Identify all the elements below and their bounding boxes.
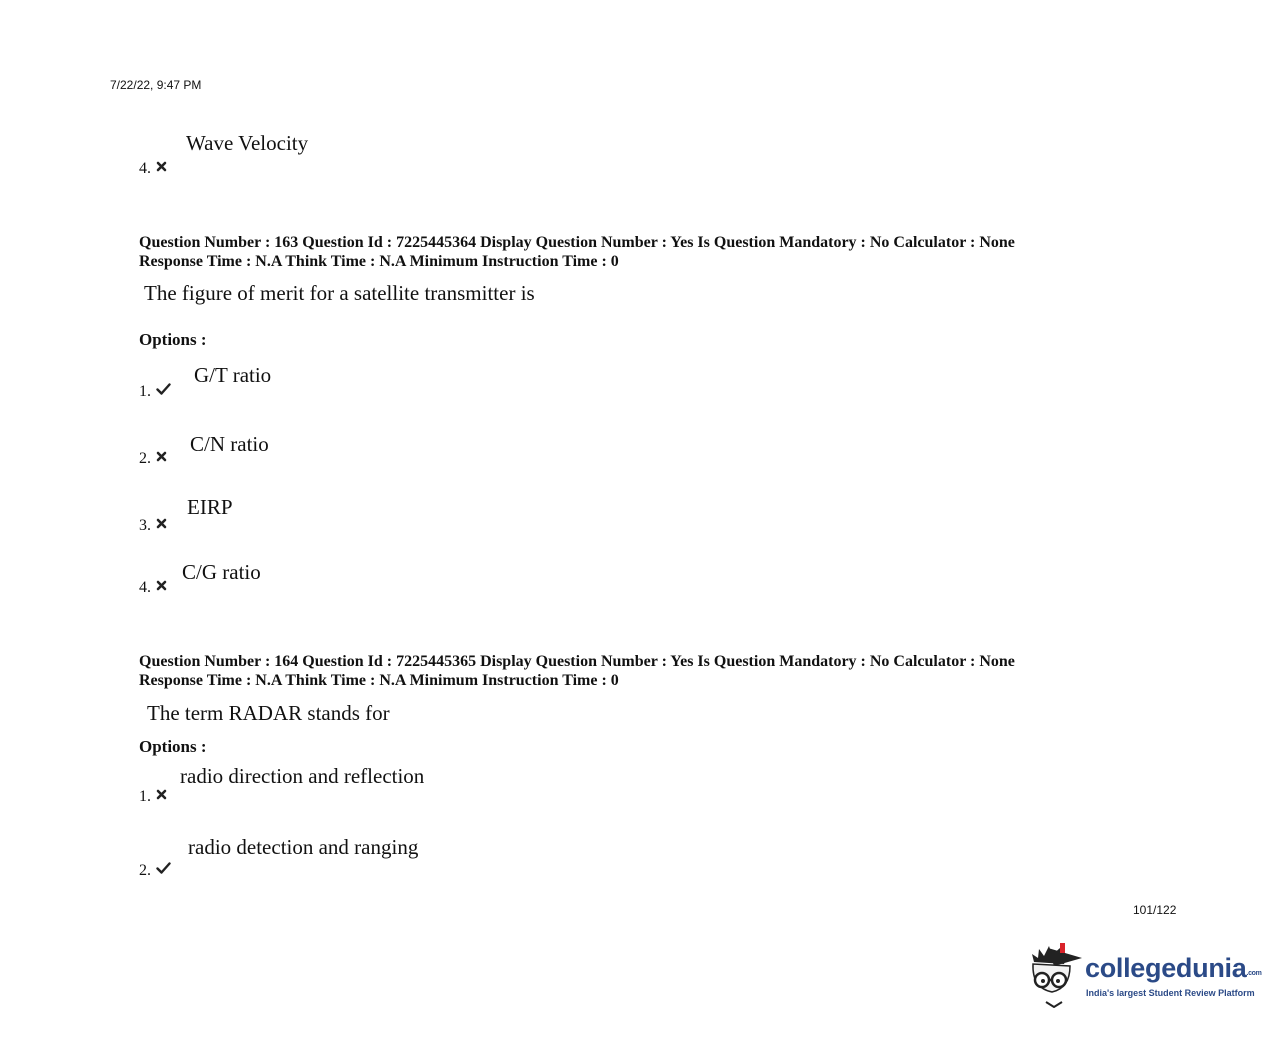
option-number: 1. [139, 382, 171, 401]
options-label: Options : [139, 737, 207, 756]
option-text: EIRP [187, 495, 233, 519]
cross-icon [156, 159, 167, 177]
option-text: radio direction and reflection [180, 764, 425, 788]
option-number: 2. [139, 861, 171, 880]
cross-icon [156, 787, 167, 805]
question-meta: Question Number : 163 Question Id : 7225445364 Display Question Number : Yes Is Question Mandatory : No Calculator : None Response Time : N.A Think Time : N.A Minimum Instruction Time : 0 [139, 234, 1015, 270]
check-icon [156, 382, 171, 400]
cross-icon [156, 516, 167, 534]
option-text: G/T ratio [194, 363, 272, 387]
option-number: 4. [139, 578, 167, 597]
brand-logo [1024, 940, 1084, 1008]
page-number: 101/122 [1133, 903, 1177, 917]
mascot-icon [1024, 940, 1084, 1008]
option-number: 4. [139, 159, 167, 178]
option-number: 1. [139, 787, 167, 806]
print-timestamp: 7/22/22, 9:47 PM [110, 78, 202, 92]
cross-icon [156, 578, 167, 596]
option-number: 3. [139, 516, 167, 535]
option-text: radio detection and ranging [188, 835, 419, 859]
question-meta: Question Number : 164 Question Id : 7225445365 Display Question Number : Yes Is Question Mandatory : No Calculator : None Response Time : N.A Think Time : N.A Minimum Instruction Time : 0 [139, 653, 1015, 689]
cross-icon [156, 449, 167, 467]
brand-tagline: India's largest Student Review Platform [1086, 988, 1255, 998]
option-text: C/G ratio [182, 560, 261, 584]
brand-name: collegedunia.com [1085, 953, 1262, 983]
check-icon [156, 861, 171, 879]
option-text: C/N ratio [190, 432, 269, 456]
option-text: Wave Velocity [186, 131, 309, 155]
question-text: The figure of merit for a satellite transmitter is [144, 281, 535, 305]
options-label: Options : [139, 330, 207, 349]
question-text: The term RADAR stands for [147, 701, 390, 725]
option-number: 2. [139, 449, 167, 468]
